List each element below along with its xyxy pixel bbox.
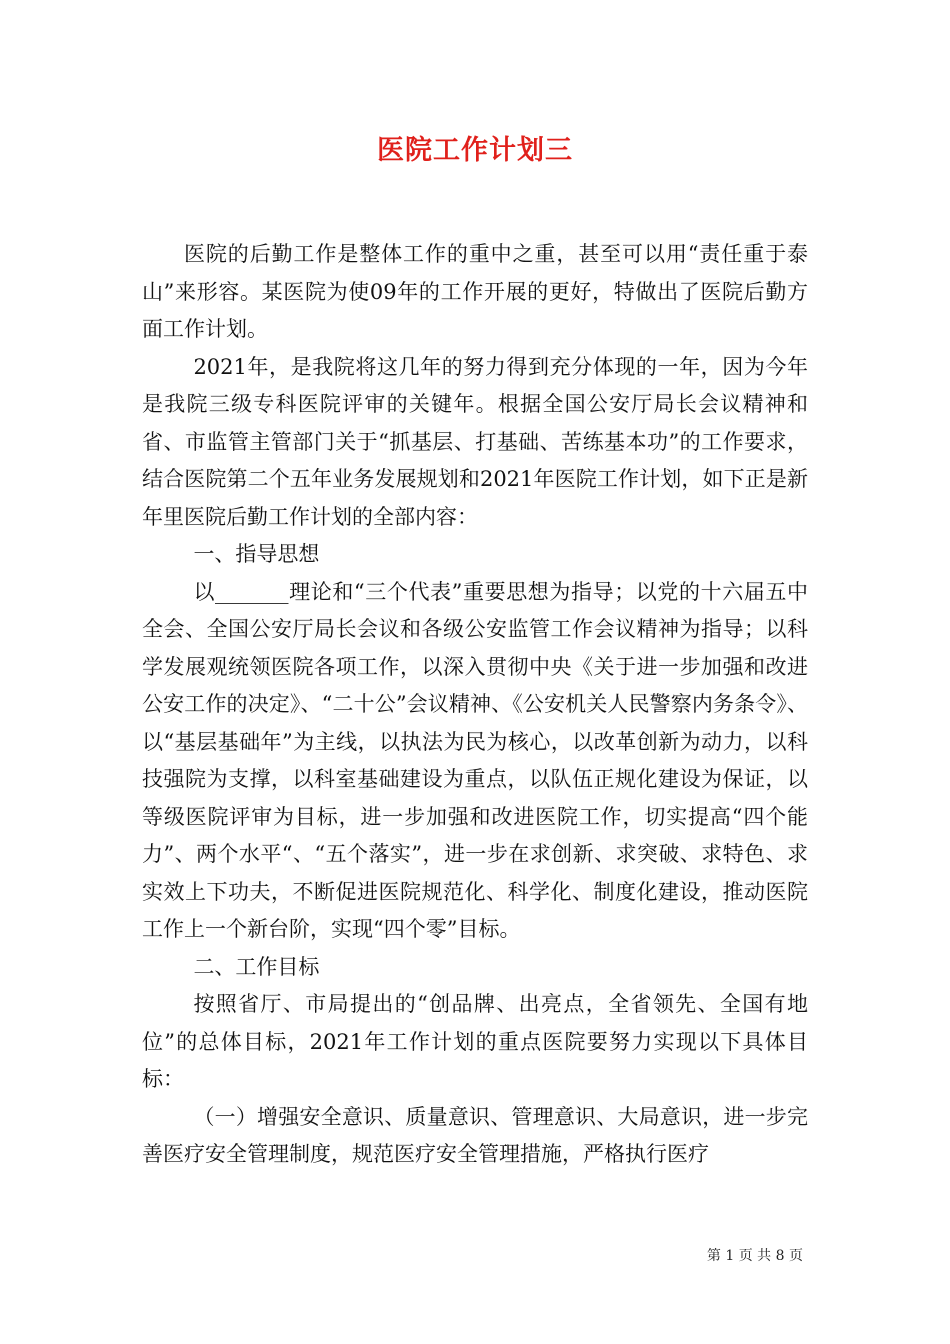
paragraph-intro: 医院的后勤工作是整体工作的重中之重，甚至可以用“责任重于泰山”来形容。某医院为使09年的工作开展的更好，特做出了医院后勤方面工作计划。 bbox=[142, 242, 808, 341]
paragraph-background: 2021年，是我院将这几年的努力得到充分体现的一年，因为今年是我院三级专科医院评审的关键年。根据全国公安厅局长会议精神和省、市监管主管部门关于“抓基层、打基础、苦练基本功”的工作要求，结合医院第二个五年业务发展规划和2021年医院工作计划，如下正是新年里医院后勤工作计划的全部内容： bbox=[142, 354, 808, 529]
document-body bbox=[142, 236, 808, 1174]
page-number: 第 1 页 共 8 页 bbox=[706, 1248, 803, 1264]
paragraph-work-goals: 按照省厅、市局提出的“创品牌、出亮点，全省领先、全国有地位”的总体目标，2021年工作计划的重点医院要努力实现以下具体目标： bbox=[142, 992, 808, 1091]
document-title: 医院工作计划三 bbox=[377, 135, 573, 166]
paragraph-goal-one: （一）增强安全意识、质量意识、管理意识、大局意识，进一步完善医疗安全管理制度，规范医疗安全管理措施，严格执行医疗 bbox=[142, 1104, 808, 1166]
paragraph-guiding-ideology: 以_______理论和“三个代表”重要思想为指导；以党的十六届五中全会、全国公安厅局长会议和各级公安监管工作会议精神为指导；以科学发展观统领医院各项工作，以深入贯彻中央《关于进一步加强和改进公安工作的决定》、“二十公”会议精神、《公安机关人民警察内务条令》、以“基层基础年”为主线，以执法为民为核心，以改革创新为动力，以科技强院为支撑，以科室基础建设为重点，以队伍正规化建设为保证，以等级医院评审为目标，进一步加强和改进医院工作，切实提高“四个能力”、两个水平“、“五个落实”，进一步在求创新、求突破、求特色、求实效上下功夫，不断促进医院规范化、科学化、制度化建设，推动医院工作上一个新台阶，实现“四个零”目标。 bbox=[142, 579, 808, 941]
section-heading-guiding-ideology: 一、指导思想 bbox=[193, 542, 320, 566]
section-heading-work-goals: 二、工作目标 bbox=[193, 954, 320, 979]
